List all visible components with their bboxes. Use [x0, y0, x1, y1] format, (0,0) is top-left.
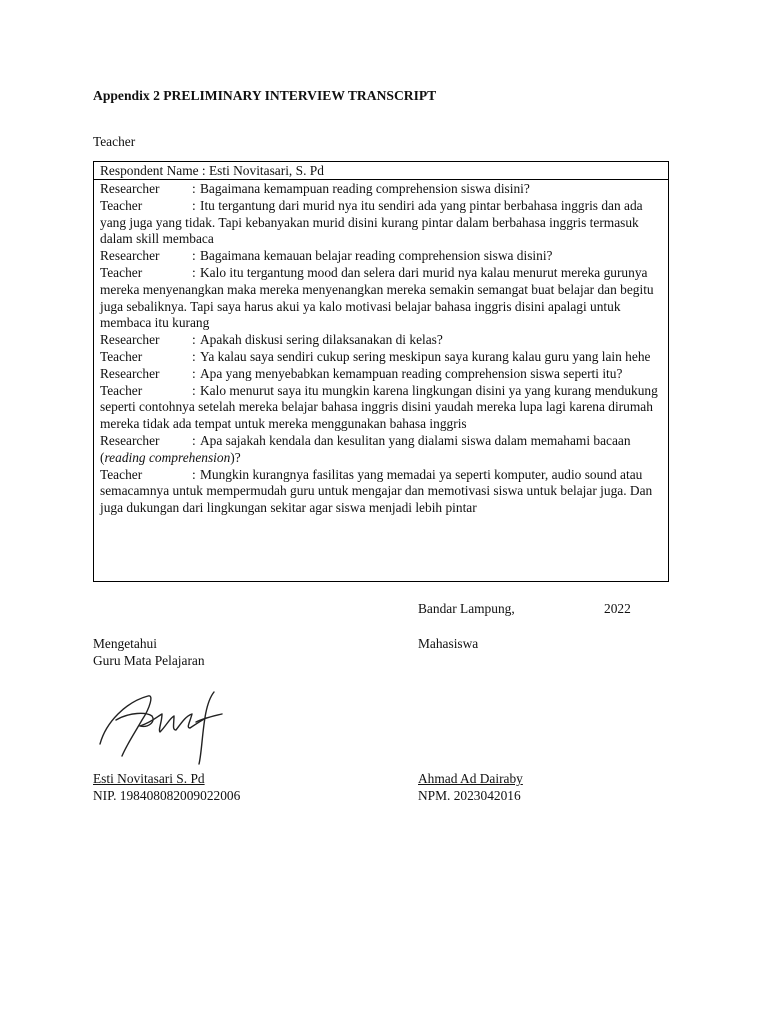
speaker-label: Researcher	[100, 432, 160, 448]
turn-text-italic: reading comprehension	[104, 449, 231, 465]
speaker-label: Researcher	[100, 248, 160, 264]
transcript-turn: Teacher : Itu tergantung dari murid nya itu sendiri ada yang pintar berbahasa inggris dan ada yang juga yang tidak. Tapi kebanyakan murid disini kurang pintar dalam berbahasa inggris termasuk dalam skill membaca	[100, 197, 643, 247]
speaker-label: Researcher	[100, 365, 160, 381]
turn-text: Bagaimana kemauan belajar reading comprehension siswa disini?	[200, 248, 553, 264]
student-npm: NPM. 2023042016	[418, 788, 521, 803]
speaker-label: Teacher	[100, 348, 143, 364]
right-signature-block	[418, 635, 478, 652]
turn-text: Ya kalau saya sendiri cukup sering meskipun saya kurang kalau guru yang lain hehe	[200, 348, 651, 364]
transcript-turn: Teacher : Kalo itu tergantung mood dan selera dari murid nya kalau menurut mereka gurunya mereka menyenangkan maka mereka menyenangkan mereka semakin semangat buat belajar dan begitu juga sebaliknya. Tapi saya harus akui ya kalo motivasi belajar bahasa inggris disini apalagi untuk membaca itu kurang	[100, 264, 654, 331]
section-label: Teacher	[93, 134, 136, 149]
respondent-name: Respondent Name : Esti Novitasari, S. Pd	[94, 162, 668, 180]
transcript-turn: Researcher : Apa sajakah kendala dan kesulitan yang dialami siswa dalam memahami bacaan (reading comprehension)?	[100, 432, 631, 465]
speaker-label: Researcher	[100, 181, 160, 196]
right-name-block	[418, 770, 523, 804]
transcript-table	[93, 161, 669, 582]
turn-text: Itu tergantung dari murid nya itu sendiri ada yang pintar berbahasa inggris dan ada yang juga yang tidak. Tapi kebanyakan murid disini kurang pintar dalam berbahasa inggris termasuk dalam skill membaca	[100, 197, 643, 247]
left-signature-block	[93, 635, 205, 669]
turn-text: Bagaimana kemampuan reading comprehension siswa disini?	[200, 181, 530, 196]
document-title: Appendix 2 PRELIMINARY INTERVIEW TRANSCRIPT	[93, 88, 437, 103]
handwritten-signature-icon	[96, 682, 226, 766]
place-label: Bandar Lampung,	[418, 601, 515, 616]
transcript-turn: Researcher : Bagaimana kemauan belajar reading comprehension siswa disini?	[100, 248, 553, 264]
left-name-block	[93, 770, 240, 804]
student-name: Ahmad Ad Dairaby	[418, 771, 523, 786]
transcript-turn: Researcher : Apakah diskusi sering dilaksanakan di kelas?	[100, 332, 443, 348]
year-label: 2022	[604, 601, 631, 616]
transcript-turn: Teacher : Kalo menurut saya itu mungkin karena lingkungan disini ya yang kurang mendukung seperti contohnya setelah mereka belajar bahasa inggris disini yaudah mereka lupa lagi karena dirumah mereka tidak ada tempat untuk mereka menggunakan bahasa inggris	[100, 382, 658, 432]
teacher-name: Esti Novitasari S. Pd	[93, 771, 205, 786]
teacher-nip: NIP. 198408082009022006	[93, 788, 241, 803]
right-role-line: Mahasiswa	[418, 636, 479, 651]
transcript-turn: Researcher : Bagaimana kemampuan reading comprehension siswa disini?	[100, 181, 530, 196]
turn-text: Apa yang menyebabkan kemampuan reading comprehension siswa seperti itu?	[200, 365, 623, 381]
transcript-turn: Researcher : Apa yang menyebabkan kemampuan reading comprehension siswa seperti itu?	[100, 365, 623, 381]
turn-text: Mungkin kurangnya fasilitas yang memadai ya seperti komputer, audio sound atau semacamnya untuk mempermudah guru untuk mengajar dan memotivasi siswa untuk belajar juga. Dan juga dukungan dari lingkungan sekitar agar siswa menjadi lebih pintar	[100, 466, 653, 516]
turn-text-tail: )?	[230, 449, 241, 465]
turn-text: Kalo itu tergantung mood dan selera dari murid nya kalau menurut mereka gurunya mereka menyenangkan maka mereka menyenangkan mereka semakin semangat buat belajar dan begitu juga sebaliknya. Tapi saya harus akui ya kalo motivasi belajar bahasa inggris disini apalagi untuk membaca itu kurang	[100, 264, 654, 331]
turn-text: Apakah diskusi sering dilaksanakan di kelas?	[200, 332, 443, 348]
transcript-turn: Teacher : Mungkin kurangnya fasilitas yang memadai ya seperti komputer, audio sound atau semacamnya untuk mempermudah guru untuk mengajar dan memotivasi siswa untuk belajar juga. Dan juga dukungan dari lingkungan sekitar agar siswa menjadi lebih pintar	[100, 466, 653, 516]
speaker-label: Teacher	[100, 197, 143, 213]
transcript-turn: Teacher : Ya kalau saya sendiri cukup sering meskipun saya kurang kalau guru yang lain hehe	[100, 348, 651, 364]
turn-text: Kalo menurut saya itu mungkin karena lingkungan disini ya yang kurang mendukung seperti contohnya setelah mereka belajar bahasa inggris disini yaudah mereka lupa lagi karena dirumah mereka tidak ada tempat untuk mereka menggunakan bahasa inggris	[100, 382, 658, 432]
speaker-label: Researcher	[100, 332, 160, 348]
turn-text: Apa sajakah kendala dan kesulitan yang dialami siswa dalam memahami bacaan (	[100, 432, 631, 465]
left-role-line-1: Mengetahui	[93, 636, 157, 651]
speaker-label: Teacher	[100, 382, 143, 398]
left-role-line-2: Guru Mata Pelajaran	[93, 653, 205, 668]
transcript-body	[94, 180, 668, 517]
speaker-label: Teacher	[100, 466, 143, 482]
speaker-label: Teacher	[100, 264, 143, 280]
